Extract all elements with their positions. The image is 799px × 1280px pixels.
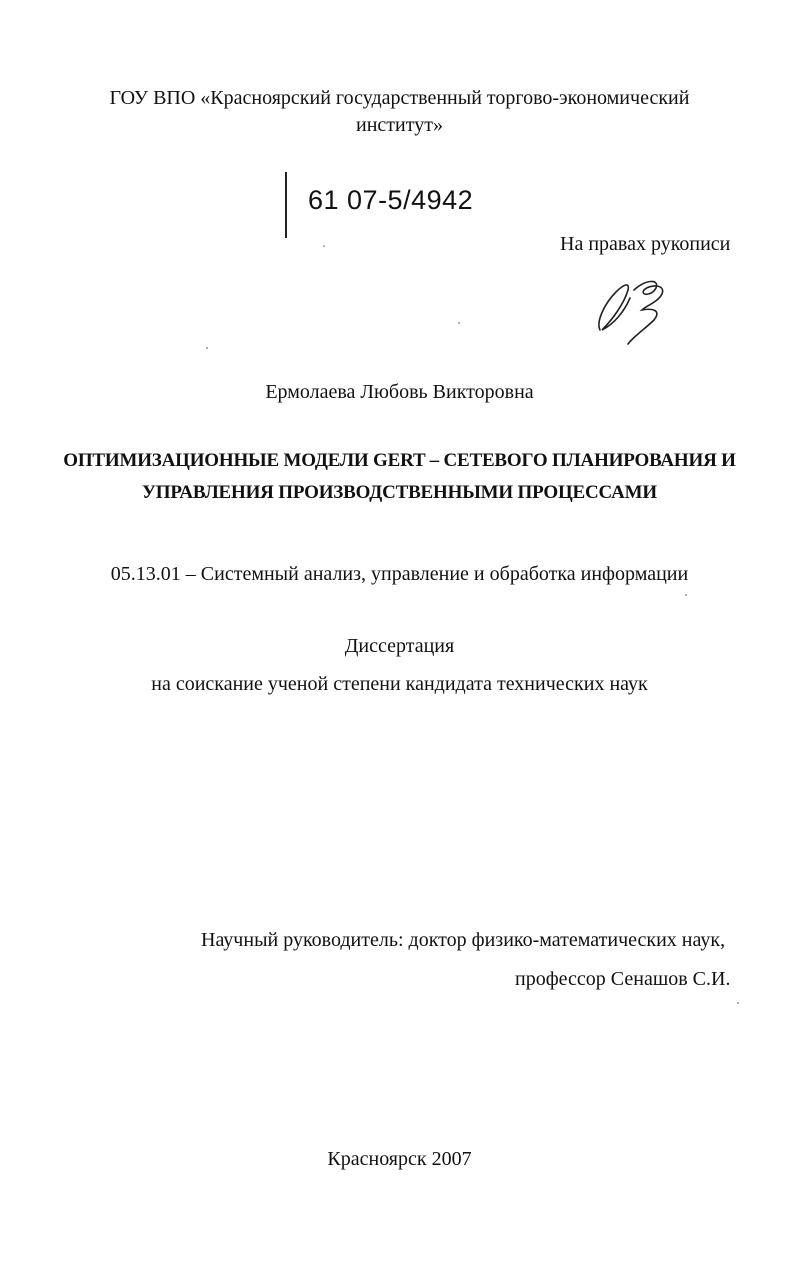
work-type: Диссертация: [344, 635, 455, 657]
scan-speck: [206, 347, 208, 349]
institution-line-1: ГОУ ВПО «Красноярский государственный торгово-экономический: [109, 87, 690, 109]
institution-line-2: институт»: [356, 114, 443, 136]
stamp-bar: [285, 172, 287, 238]
title-line-1: ОПТИМИЗАЦИОННЫЕ МОДЕЛИ GERT – СЕТЕВОГО ПЛАНИРОВАНИЯ И: [63, 450, 736, 471]
manuscript-note: На правах рукописи: [560, 233, 731, 255]
scan-speck: [685, 594, 687, 596]
scan-speck: [323, 245, 325, 247]
supervisor-line-1: Научный руководитель: доктор физико-математических наук,: [201, 929, 726, 951]
supervisor-line-2: профессор Сенашов С.И.: [515, 968, 731, 990]
title-line-2: УПРАВЛЕНИЯ ПРОИЗВОДСТВЕННЫМИ ПРОЦЕССАМИ: [142, 482, 657, 503]
scan-speck: [737, 1002, 739, 1004]
degree-line: на соискание ученой степени кандидата технических наук: [151, 673, 648, 695]
city-year: Красноярск 2007: [327, 1148, 472, 1170]
scan-speck: [458, 322, 460, 324]
specialty-line: 05.13.01 – Системный анализ, управление и обработка информации: [110, 563, 689, 585]
author-name: Ермолаева Любовь Викторовна: [265, 381, 534, 403]
signature-icon: [590, 268, 690, 350]
registration-number: 61 07-5/4942: [308, 185, 474, 215]
